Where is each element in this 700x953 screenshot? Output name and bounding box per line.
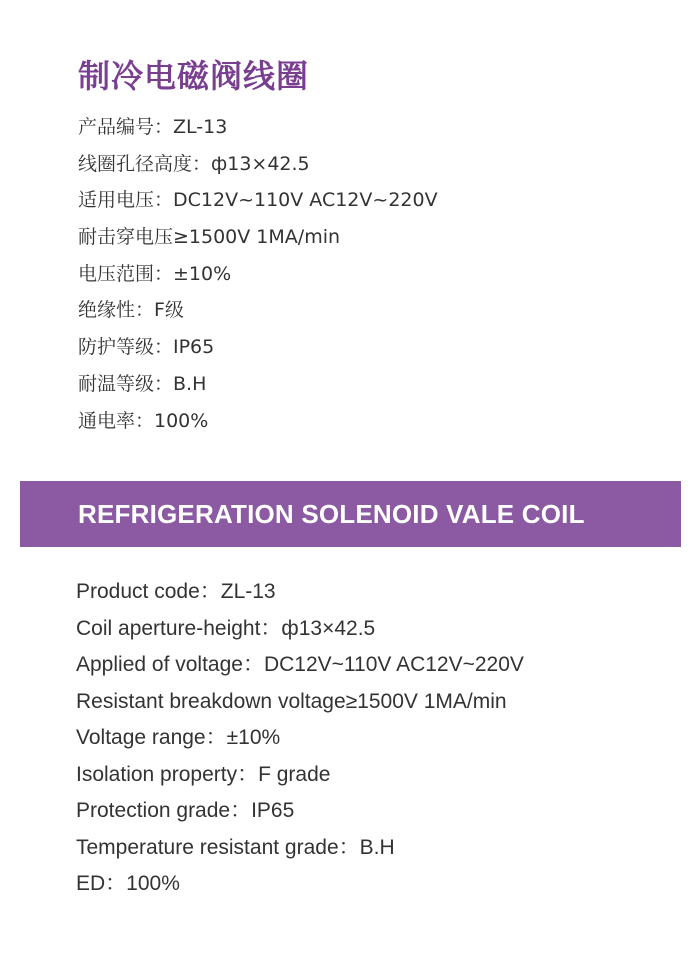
cn-spec-voltage-range: 电压范围：±10% bbox=[78, 262, 232, 285]
en-spec-isolation: Isolation property：F grade bbox=[76, 762, 331, 786]
cn-spec-coil-aperture: 线圈孔径高度：ф13×42.5 bbox=[78, 152, 310, 175]
cn-spec-list bbox=[78, 109, 438, 439]
cn-title: 制冷电磁阀线圈 bbox=[78, 57, 310, 95]
en-title-band bbox=[20, 481, 681, 547]
en-spec-applied-voltage: Applied of voltage：DC12V~110V AC12V~220V bbox=[76, 653, 524, 676]
en-title: REFRIGERATION SOLENOID VALE COIL bbox=[78, 499, 585, 529]
en-spec-breakdown-voltage: Resistant breakdown voltage≥1500V 1MA/min bbox=[76, 689, 507, 713]
en-spec-coil-aperture: Coil aperture-height：ф13×42.5 bbox=[76, 616, 376, 640]
en-spec-protection: Protection grade：IP65 bbox=[76, 799, 295, 822]
cn-spec-temperature: 耐温等级：B.H bbox=[78, 372, 207, 395]
cn-spec-product-code: 产品编号：ZL-13 bbox=[78, 116, 228, 138]
en-spec-duty: ED：100% bbox=[76, 872, 180, 895]
cn-spec-insulation: 绝缘性：F级 bbox=[78, 299, 184, 322]
en-spec-product-code: Product code：ZL-13 bbox=[76, 580, 276, 603]
en-spec-list bbox=[76, 574, 524, 903]
en-spec-temperature: Temperature resistant grade：B.H bbox=[76, 835, 395, 859]
cn-spec-duty: 通电率：100% bbox=[78, 409, 209, 432]
cn-spec-applied-voltage: 适用电压：DC12V~110V AC12V~220V bbox=[78, 189, 438, 212]
cn-spec-breakdown-voltage: 耐击穿电压≥1500V 1MA/min bbox=[78, 226, 341, 249]
en-spec-voltage-range: Voltage range：±10% bbox=[76, 726, 281, 749]
cn-spec-protection: 防护等级：IP65 bbox=[78, 336, 215, 359]
